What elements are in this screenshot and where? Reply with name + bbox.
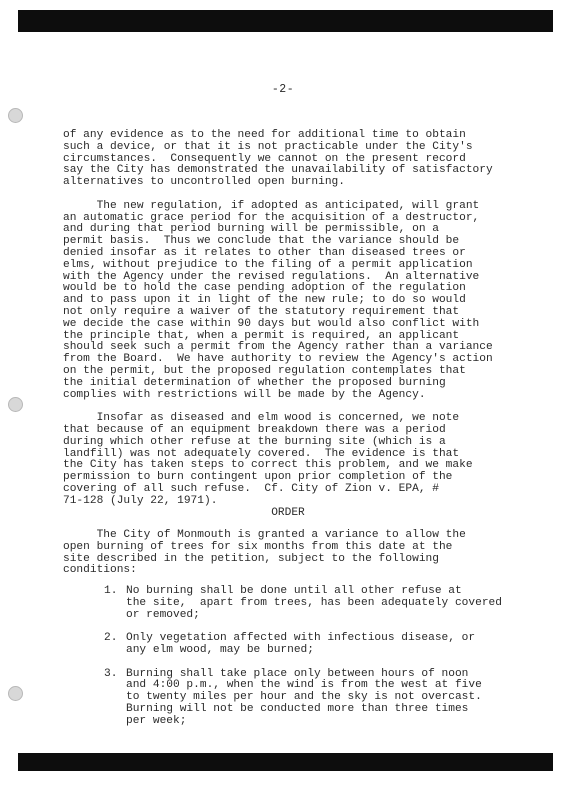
punch-hole-top xyxy=(8,108,23,123)
order-paragraph xyxy=(63,530,513,577)
condition-text: Only vegetation affected with infectious disease, or any elm wood, may be burned; xyxy=(126,632,476,656)
paragraph-3: Insofar as diseased and elm wood is concerned, we note that because of an equipment breakdown there was a period during which other refuse at the burning site (which is a landfill) was not adequately covered. The evidence is that the City has taken steps to correct this problem, and we make permission to burn contingent upon prior completion of the covering of all such refuse. Cf. City of Zion v. EPA, # 71-128 (July 22, 1971). xyxy=(63,412,473,507)
order-text: The City of Monmouth is granted a variance to allow the open burning of trees for six months from this date at the site described in the petition, subject to the following conditions: xyxy=(63,529,466,577)
punch-hole-bottom xyxy=(8,686,23,701)
condition-text: Burning shall take place only between hours of noon and 4:00 p.m., when the wind is from the west at five to twenty miles per hour and the sky is not overcast. Burning will not be conducted more than three times per week; xyxy=(126,667,482,727)
condition-number: 1. xyxy=(104,585,118,597)
page-number: -2- xyxy=(271,83,295,96)
condition-item-1 xyxy=(104,586,524,621)
scan-border-bottom xyxy=(18,753,553,771)
conditions-list xyxy=(104,586,524,739)
paragraph-1: of any evidence as to the need for additional time to obtain such a device, or that it is not practicable under the City's circumstances. Consequently we cannot on the present record say the City has demonstrated the unavailability of satisfactory alternatives to uncontrolled open burning. xyxy=(63,129,493,189)
condition-text: No burning shall be done until all other refuse at the site, apart from trees, has been adequately covered or removed; xyxy=(126,585,502,621)
condition-item-3 xyxy=(104,669,524,728)
punch-hole-middle xyxy=(8,397,23,412)
body-text xyxy=(63,130,513,508)
condition-number: 2. xyxy=(104,632,118,645)
order-heading: ORDER xyxy=(271,507,305,519)
paragraph-2: The new regulation, if adopted as anticipated, will grant an automatic grace period for the acquisition of a destructor, and during that period burning will be permissible, on a permit basis. Thus we conclude that the variance should be denied insofar as it relates to other than diseased trees or elms, without prejudice to the filing of a permit application with the Agency under the revised regulations. An alternative would be to hold the case pending adoption of the regulation and to pass upon it in light of the new rule; to do so would not only require a waiver of the statutory requirement that we decide the case within 90 days but would also conflict with the principle that, when a permit is required, an applicant should seek such a permit from the Agency rather than a variance from the Board. We have authority to review the Agency's action on the permit, but the proposed regulation contemplates that the initial determination of whether the proposed burning complies with restrictions will be made by the Agency. xyxy=(63,199,493,401)
condition-number: 3. xyxy=(104,667,118,680)
scan-border-top xyxy=(18,10,553,32)
condition-item-2 xyxy=(104,633,524,657)
